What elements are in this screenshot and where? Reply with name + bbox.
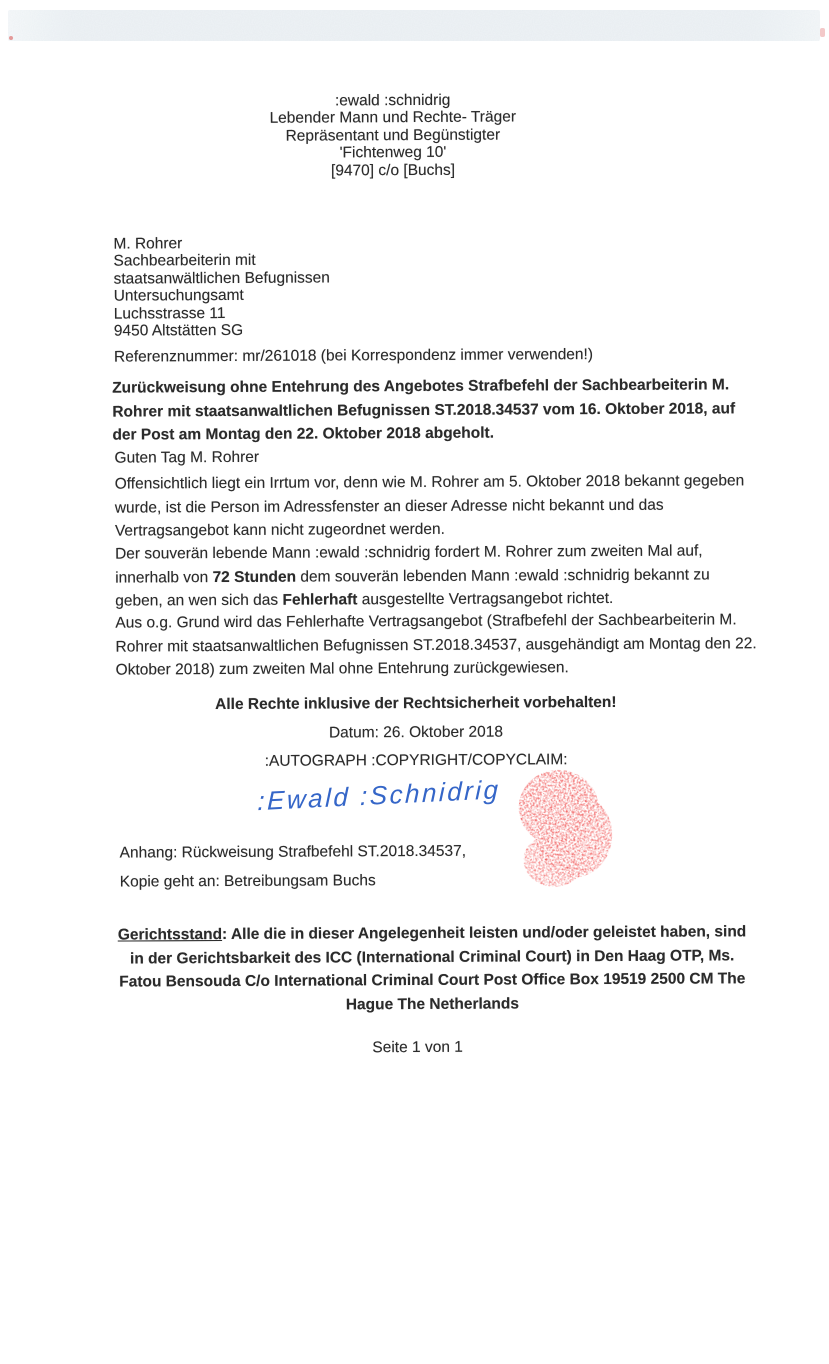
page-number: Seite 1 von 1 (372, 1038, 463, 1057)
autograph-label: :AUTOGRAPH :COPYRIGHT/COPYCLAIM: (264, 751, 568, 770)
jurisdiction-clause: Gerichtsstand: Alle die in dieser Angelegenheit leisten und/oder geleistet haben, sind in der Gerichtsbarkeit des ICC (International Criminal Court) in Den Haag OTP, Ms. Fatou Bensouda C/o International Criminal Court Post Office Box 19519 2500 CM The Hague The Netherlands (117, 923, 747, 1013)
attachment-line: Anhang: Rückweisung Strafbefehl ST.2018.34537, (119, 842, 467, 862)
reference-number-line: Referenznummer: mr/261018 (bei Korrespondenz immer verwenden!) (113, 346, 594, 366)
copy-recipient-line: Kopie geht an: Betreibungsam Buchs (119, 872, 376, 891)
handwritten-signature: :Ewald :Schnidrig (257, 774, 501, 817)
recipient-address: M. Rohrer Sachbearbeiterin mit staatsanwältlichen Befugnissen Untersuchungsamt Luchsstrasse 11 9450 Altstätten SG (113, 235, 330, 340)
date-line: Datum: 26. Oktober 2018 (328, 723, 504, 742)
body-paragraph-3: Aus o.g. Grund wird das Fehlerhafte Vertragsangebot (Strafbefehl der Sachbearbeiterin M. Rohrer mit staatsanwaltlichen Befugnissen ST.2018.34537, ausgehändigt am Montag den 22. Oktober 2018) zum zweiten Mal ohne Entehrung zurückgewiesen. (115, 611, 757, 679)
sender-header: :ewald :schnidrig Lebender Mann und Rechte- Träger Repräsentant und Begünstigter 'Fichtenweg 10' [9470] c/o [Buchs] (269, 91, 517, 180)
subject-heading: Zurückweisung ohne Entehrung des Angebotes Strafbefehl der Sachbearbeiterin M. Rohrer mit staatsanwaltlichen Befugnissen ST.2018.34537 vom 16. Oktober 2018, auf der Post am Montag den 22. Oktober 2018 abgeholt. (112, 376, 736, 444)
body-paragraph-1: Offensichtlich liegt ein Irrtum vor, denn wie M. Rohrer am 5. Oktober 2018 bekannt gegeben wurde, ist die Person im Adressfenster an dieser Adresse nicht bekannt und das Vertragsangebot kann nicht zugeordnet werden. (114, 472, 745, 540)
body-paragraph-2: Der souverän lebende Mann :ewald :schnidrig fordert M. Rohrer zum zweiten Mal auf, innerhalb von 72 Stunden dem souverän lebenden Mann :ewald :schnidrig bekannt zu geben, an wen sich das Fehlerhaft ausgestellte Vertragsangebot richtet. (114, 542, 710, 610)
rights-reserved-line: Alle Rechte inklusive der Rechtsicherheit vorbehalten! (215, 693, 617, 714)
salutation: Guten Tag M. Rohrer (114, 448, 260, 467)
